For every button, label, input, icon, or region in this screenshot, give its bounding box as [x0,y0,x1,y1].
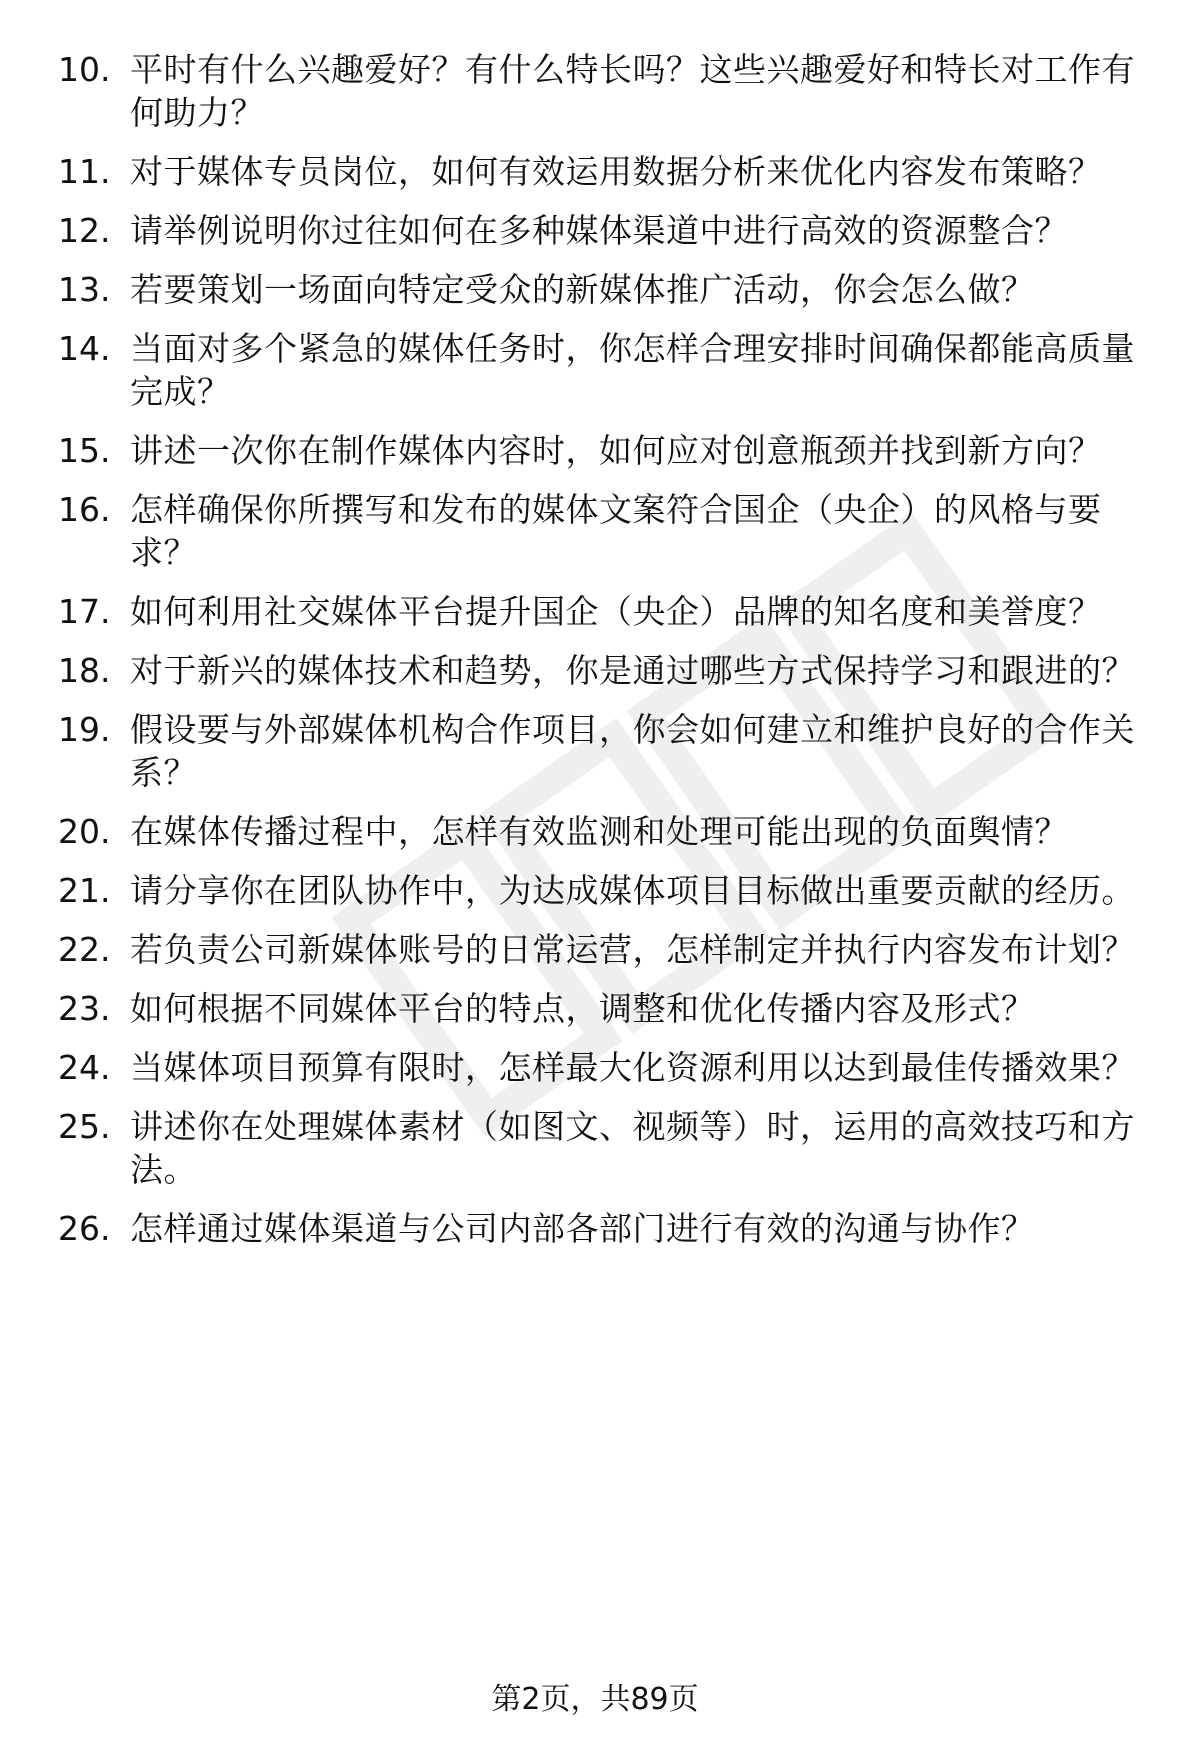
list-item [58,268,1148,311]
question-text: 如何根据不同媒体平台的特点，调整和优化传播内容及形式？ [130,989,1035,1028]
question-number: 16. [58,490,111,529]
question-number: 21. [58,871,111,910]
list-item [58,150,1148,193]
question-list [58,48,1148,1266]
question-text: 假设要与外部媒体机构合作项目，你会如何建立和维护良好的合作关系？ [130,710,1135,792]
question-text: 若要策划一场面向特定受众的新媒体推广活动，你会怎么做？ [130,270,1035,309]
list-item [58,327,1148,413]
question-number: 26. [58,1209,111,1248]
question-number: 18. [58,651,111,690]
question-number: 19. [58,710,111,749]
question-number: 17. [58,592,111,631]
list-item [58,928,1148,971]
question-text: 若负责公司新媒体账号的日常运营，怎样制定并执行内容发布计划？ [130,930,1135,969]
list-item [58,869,1148,912]
question-text: 如何利用社交媒体平台提升国企（央企）品牌的知名度和美誉度？ [130,592,1102,631]
list-item [58,429,1148,472]
question-text: 平时有什么兴趣爱好？有什么特长吗？这些兴趣爱好和特长对工作有何助力？ [130,50,1135,132]
question-number: 10. [58,50,111,89]
question-text: 对于媒体专员岗位，如何有效运用数据分析来优化内容发布策略？ [130,152,1102,191]
question-text: 讲述一次你在制作媒体内容时，如何应对创意瓶颈并找到新方向？ [130,431,1102,470]
list-item [58,488,1148,574]
question-number: 14. [58,329,111,368]
question-text: 当面对多个紧急的媒体任务时，你怎样合理安排时间确保都能高质量完成？ [130,329,1135,411]
question-number: 23. [58,989,111,1028]
question-text: 讲述你在处理媒体素材（如图文、视频等）时，运用的高效技巧和方法。 [130,1107,1135,1189]
question-text: 怎样通过媒体渠道与公司内部各部门进行有效的沟通与协作？ [130,1209,1035,1248]
question-text: 请举例说明你过往如何在多种媒体渠道中进行高效的资源整合？ [130,211,1068,250]
list-item [58,649,1148,692]
list-item [58,48,1148,134]
question-number: 12. [58,211,111,250]
question-text: 在媒体传播过程中，怎样有效监测和处理可能出现的负面舆情？ [130,812,1068,851]
question-text: 怎样确保你所撰写和发布的媒体文案符合国企（央企）的风格与要求？ [130,490,1102,572]
question-number: 13. [58,270,111,309]
question-number: 15. [58,431,111,470]
question-number: 20. [58,812,111,851]
list-item [58,1105,1148,1191]
question-text: 对于新兴的媒体技术和趋势，你是通过哪些方式保持学习和跟进的？ [130,651,1135,690]
question-text: 请分享你在团队协作中，为达成媒体项目目标做出重要贡献的经历。 [130,871,1135,910]
question-number: 25. [58,1107,111,1146]
question-number: 22. [58,930,111,969]
question-number: 11. [58,152,111,191]
page-footer: 第2页，共89页 [491,1682,699,1717]
question-text: 当媒体项目预算有限时，怎样最大化资源利用以达到最佳传播效果？ [130,1048,1135,1087]
question-number: 24. [58,1048,111,1087]
list-item [58,1046,1148,1089]
list-item [58,209,1148,252]
list-item [58,987,1148,1030]
list-item [58,810,1148,853]
list-item [58,708,1148,794]
list-item [58,590,1148,633]
list-item [58,1207,1148,1250]
